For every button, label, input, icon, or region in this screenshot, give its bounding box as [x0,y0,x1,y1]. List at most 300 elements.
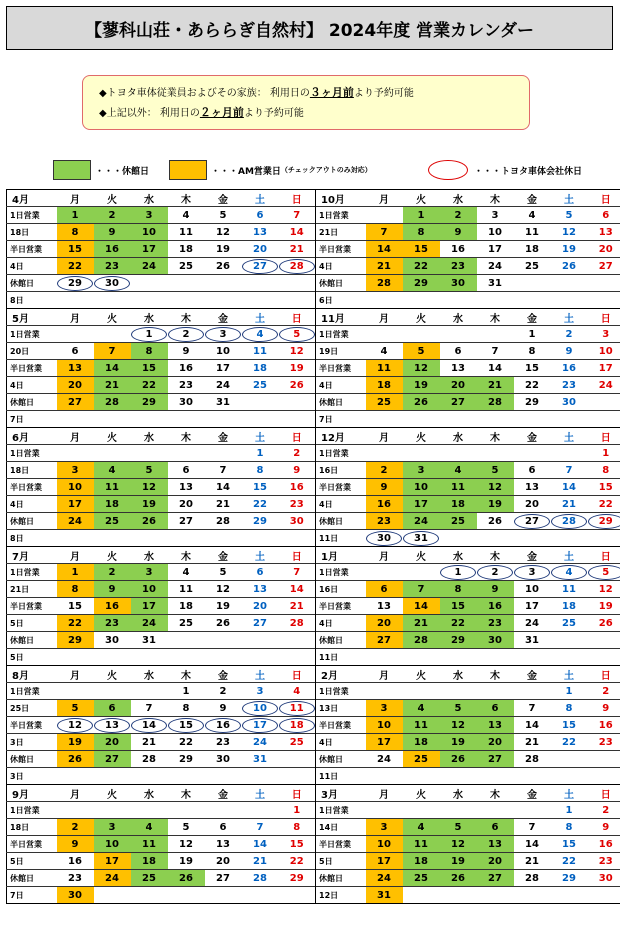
weekday-header: 金 [205,190,242,207]
row-label: 13日 [316,700,366,717]
weekday-header: 日 [279,547,316,564]
day-number: 28 [105,396,119,408]
day-cell [366,530,403,547]
row-label: 11日 [316,649,366,666]
day-cell [440,445,477,462]
row-label: 半日営業 [7,479,57,496]
day-number: 25 [451,515,465,527]
day-number: 7 [380,226,388,238]
day-cell [440,530,477,547]
day-cell [168,802,205,819]
day-number: 13 [377,600,391,612]
day-number: 1 [417,209,425,221]
day-cell [514,326,551,343]
day-number: 11 [414,838,428,850]
day-cell [551,581,588,598]
day-cell [131,615,168,632]
day-cell [242,751,279,768]
day-cell [588,581,620,598]
day-cell [57,649,94,666]
day-number: 23 [216,736,230,748]
day-cell [279,683,316,700]
day-cell [131,462,168,479]
day-cell [242,632,279,649]
day-number: 20 [451,379,465,391]
row-label: 1日営業 [7,207,57,224]
day-cell [279,615,316,632]
row-label: 4日 [7,377,57,394]
day-cell [205,377,242,394]
day-cell [514,581,551,598]
day-number: 14 [105,362,119,374]
row-label: 21日 [316,224,366,241]
day-cell [131,411,168,428]
day-cell [477,258,514,275]
day-number: 8 [565,821,573,833]
day-cell [279,326,316,343]
day-cell [588,411,620,428]
day-cell [514,479,551,496]
day-cell [403,819,440,836]
weekday-header: 水 [131,785,168,802]
day-cell [477,751,514,768]
day-cell [477,360,514,377]
day-number: 29 [588,514,620,529]
day-cell [279,394,316,411]
day-cell [514,462,551,479]
day-number: 3 [380,821,388,833]
day-cell [588,360,620,377]
day-cell [242,581,279,598]
weekday-header: 水 [440,190,477,207]
day-number: 8 [454,583,462,595]
day-cell [588,717,620,734]
day-number: 4 [380,345,388,357]
day-cell [131,445,168,462]
day-cell [403,411,440,428]
day-cell [279,632,316,649]
day-cell [242,564,279,581]
day-cell [94,853,131,870]
day-number: 12 [142,481,156,493]
day-cell [205,819,242,836]
day-cell [477,700,514,717]
day-number: 17 [377,855,391,867]
weekday-header: 金 [205,785,242,802]
day-number: 4 [417,702,425,714]
day-number: 1 [565,685,573,697]
day-cell [205,751,242,768]
day-cell [440,632,477,649]
day-cell [279,496,316,513]
day-number: 6 [256,566,264,578]
day-cell [279,445,316,462]
month-header-row [7,309,620,326]
day-number: 24 [414,515,428,527]
weekday-header: 日 [588,666,620,683]
day-number: 29 [562,872,576,884]
day-number: 22 [289,855,304,867]
day-cell [440,870,477,887]
week-row [7,292,620,309]
day-cell [57,887,94,904]
day-number: 11 [142,838,156,850]
month-name: 11月 [316,309,366,326]
day-cell [205,394,242,411]
day-number: 2 [477,565,513,580]
day-cell [57,445,94,462]
day-cell [242,275,279,292]
day-number: 21 [488,379,502,391]
day-cell [551,343,588,360]
weekday-header: 土 [551,666,588,683]
row-label: 半日営業 [316,360,366,377]
day-cell [94,751,131,768]
day-cell [366,632,403,649]
day-cell [242,870,279,887]
day-cell [403,462,440,479]
day-number: 25 [414,753,428,765]
day-cell [588,326,620,343]
day-cell [279,241,316,258]
day-cell [168,275,205,292]
day-cell [440,768,477,785]
day-number: 15 [525,362,539,374]
day-number: 16 [68,855,82,867]
day-cell [242,683,279,700]
day-cell [57,751,94,768]
day-number: 2 [602,685,610,697]
day-cell [94,649,131,666]
day-number: 26 [451,872,465,884]
day-cell [477,632,514,649]
day-cell [131,496,168,513]
day-cell [279,377,316,394]
weekday-header: 金 [514,666,551,683]
day-number: 24 [377,753,391,765]
weekday-header: 月 [57,190,94,207]
day-number: 4 [182,209,190,221]
row-label: 16日 [316,462,366,479]
day-cell [403,836,440,853]
day-number: 3 [256,685,264,697]
day-number: 2 [108,566,116,578]
day-cell [588,462,620,479]
day-cell [403,513,440,530]
row-label: 1日営業 [316,683,366,700]
day-cell [551,632,588,649]
day-number: 16 [289,481,304,493]
row-label: 1日営業 [7,326,57,343]
day-number: 15 [289,838,304,850]
day-cell [57,462,94,479]
row-label: 1日営業 [7,564,57,581]
month-header-row [7,785,620,802]
legend-closed: ・・・休館日 [53,160,149,180]
day-number: 31 [142,634,156,646]
day-number: 24 [488,260,502,272]
day-cell [588,564,620,581]
day-cell [514,530,551,547]
day-cell [242,479,279,496]
day-cell [57,360,94,377]
day-cell [57,683,94,700]
day-cell [366,258,403,275]
day-cell [205,853,242,870]
weekday-header: 火 [403,190,440,207]
day-number: 7 [293,209,301,221]
weekday-header: 水 [440,428,477,445]
day-cell [477,513,514,530]
day-cell [205,700,242,717]
day-number: 23 [68,872,82,884]
day-cell [205,564,242,581]
day-cell [366,768,403,785]
day-cell [403,479,440,496]
day-cell [588,207,620,224]
day-cell [588,870,620,887]
day-number: 5 [279,327,315,342]
day-number: 20 [105,736,119,748]
day-cell [440,462,477,479]
day-number: 12 [289,345,304,357]
day-number: 21 [525,855,539,867]
month-header-row [7,428,620,445]
weekday-header: 月 [366,666,403,683]
day-number: 10 [598,345,613,357]
day-number: 7 [219,464,227,476]
day-number: 11 [179,583,193,595]
day-number: 19 [598,600,613,612]
day-number: 21 [562,498,576,510]
day-cell [477,683,514,700]
day-number: 10 [105,838,119,850]
row-label: 休館日 [7,275,57,292]
day-cell [94,836,131,853]
day-cell [94,241,131,258]
day-cell [57,734,94,751]
row-label: 5日 [316,853,366,870]
day-cell [551,700,588,717]
day-cell [279,530,316,547]
week-row [7,751,620,768]
day-cell [551,479,588,496]
day-cell [131,632,168,649]
weekday-header: 日 [588,428,620,445]
day-number: 9 [565,345,573,357]
day-number: 1 [565,804,573,816]
day-number: 11 [179,226,193,238]
day-number: 9 [602,702,610,714]
day-cell [588,649,620,666]
day-cell [131,734,168,751]
day-number: 23 [289,498,304,510]
day-cell [477,343,514,360]
day-cell [514,819,551,836]
day-cell [168,632,205,649]
day-number: 27 [598,260,613,272]
day-number: 3 [145,209,153,221]
day-number: 21 [216,498,230,510]
day-number: 30 [216,753,230,765]
day-cell [131,360,168,377]
day-number: 1 [71,566,79,578]
day-cell [242,530,279,547]
day-cell [131,887,168,904]
day-cell [94,513,131,530]
day-cell [131,819,168,836]
day-number: 18 [253,362,267,374]
day-cell [551,377,588,394]
day-number: 7 [565,464,573,476]
row-label: 8日 [7,530,57,547]
day-cell [279,836,316,853]
row-label: 半日営業 [316,717,366,734]
day-cell [242,258,279,275]
day-cell [477,462,514,479]
day-cell [477,853,514,870]
day-number: 17 [242,718,278,733]
day-cell [205,649,242,666]
day-number: 26 [562,260,576,272]
day-number: 9 [219,702,227,714]
day-number: 24 [216,379,230,391]
day-cell [477,241,514,258]
day-cell [477,275,514,292]
day-cell [205,802,242,819]
day-cell [242,326,279,343]
weekday-header: 月 [366,547,403,564]
day-number: 21 [253,855,267,867]
week-row [7,683,620,700]
day-cell [477,394,514,411]
day-number: 2 [71,821,79,833]
weekday-header: 水 [440,785,477,802]
day-number: 18 [562,600,576,612]
note-line-2: ◆上記以外： 利用日の２ヶ月前より予約可能 [99,106,304,119]
row-label: 半日営業 [316,836,366,853]
weekday-header: 火 [403,547,440,564]
day-number: 4 [293,685,301,697]
day-number: 29 [142,396,156,408]
day-number: 13 [488,719,502,731]
day-cell [168,734,205,751]
day-cell [477,530,514,547]
weekday-header: 木 [168,309,205,326]
day-cell [94,479,131,496]
day-cell [94,343,131,360]
day-cell [514,394,551,411]
day-number: 26 [216,260,230,272]
day-cell [242,887,279,904]
day-cell [588,615,620,632]
day-number: 4 [108,464,116,476]
week-row [7,513,620,530]
day-cell [551,394,588,411]
day-cell [403,734,440,751]
week-row [7,462,620,479]
day-cell [205,241,242,258]
day-number: 5 [565,209,573,221]
row-label: 半日営業 [7,836,57,853]
day-number: 3 [514,565,550,580]
day-number: 19 [414,379,428,391]
day-cell [403,258,440,275]
weekday-header: 日 [279,666,316,683]
weekday-header: 木 [477,547,514,564]
day-number: 28 [289,617,304,629]
day-number: 21 [525,736,539,748]
day-cell [279,802,316,819]
row-label: 休館日 [316,632,366,649]
day-cell [477,615,514,632]
day-cell [94,870,131,887]
day-number: 8 [565,702,573,714]
weekday-header: 水 [131,547,168,564]
day-cell [279,360,316,377]
weekday-header: 金 [205,666,242,683]
day-number: 25 [179,617,193,629]
day-cell [403,700,440,717]
week-row [7,258,620,275]
weekday-header: 水 [440,309,477,326]
week-row [7,479,620,496]
day-number: 21 [377,260,391,272]
day-number: 2 [108,209,116,221]
day-cell [279,258,316,275]
day-cell [366,836,403,853]
day-cell [131,275,168,292]
weekday-header: 月 [57,428,94,445]
day-number: 15 [168,718,204,733]
row-label: 半日営業 [7,360,57,377]
day-number: 16 [377,498,391,510]
weekday-header: 土 [551,785,588,802]
weekday-header: 土 [551,190,588,207]
day-cell [131,853,168,870]
weekday-header: 金 [514,309,551,326]
day-cell [366,411,403,428]
month-name: 7月 [7,547,57,564]
day-cell [551,836,588,853]
day-number: 22 [598,498,613,510]
day-number: 30 [562,396,576,408]
day-number: 11 [451,481,465,493]
day-cell [366,870,403,887]
day-number: 22 [451,617,465,629]
day-number: 2 [293,447,301,459]
day-cell [440,224,477,241]
day-number: 14 [289,226,304,238]
day-cell [57,394,94,411]
day-number: 25 [414,872,428,884]
day-number: 22 [562,736,576,748]
day-cell [242,241,279,258]
day-cell [205,343,242,360]
day-cell [168,513,205,530]
week-row [7,275,620,292]
day-number: 29 [289,872,304,884]
day-number: 19 [216,600,230,612]
day-cell [205,717,242,734]
day-cell [514,887,551,904]
week-row [7,632,620,649]
day-number: 6 [182,464,190,476]
day-cell [279,462,316,479]
day-cell [440,377,477,394]
day-number: 9 [293,464,301,476]
day-number: 29 [525,396,539,408]
